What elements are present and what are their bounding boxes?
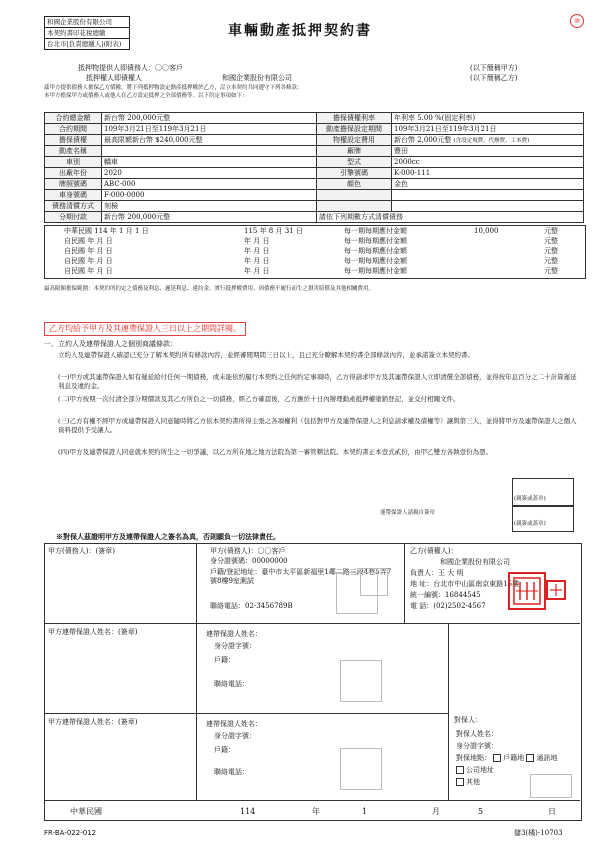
party-b-uniform-no: 統一編號：16844545 [410, 591, 481, 599]
rep-seal-icon [548, 582, 564, 598]
party-a-name: 甲方(債務人)：〇〇客戶 [210, 547, 286, 555]
loan-row-value2 [392, 135, 584, 146]
fee-note: (含設定規費、代辦費、工本費) [453, 137, 530, 144]
year-label: 出廠年份 [45, 168, 102, 179]
witness-place-row2 [456, 766, 494, 775]
party-a-seal-box-small[interactable] [360, 568, 388, 596]
party-a-phone: 聯絡電話：02-3456789B [210, 602, 293, 610]
clause-3: (三)乙方有權不經甲方或連帶保證人同意隨時將乙方依本契約書所得主張之各項權利（包括對甲方及連帶保證人之利息請求權及債權等）讓與第三人，並得將甲方及連帶保證人之個人資料提供予受讓人。 [58, 417, 577, 434]
loan-row-label: 合約期間 [45, 124, 102, 135]
installment-amount: 10,000 [474, 227, 499, 235]
guarantor1-id: 身分證字號： [214, 642, 256, 650]
model-value: 2000cc [392, 157, 584, 168]
date-year: 114 [240, 807, 256, 816]
installment-unit: 元整 [544, 247, 558, 255]
loan-row-label2: 動產擔保設定期間 [317, 124, 392, 135]
tax-note-cell: 本契約書印花稅總繳 [45, 28, 129, 39]
guarantor1-phone: 聯絡電話： [214, 680, 249, 688]
guarantor2-phone: 聯絡電話： [214, 768, 249, 776]
rep-seal-stamp [546, 580, 566, 600]
installment-to: 年 月 日 [244, 247, 270, 255]
witness-place-row3 [456, 778, 480, 787]
model-label: 型式 [317, 157, 392, 168]
witness-name: 對保人姓名： [456, 730, 498, 738]
color-value: 金色 [392, 179, 584, 190]
clause-4: (四)甲方及連帶保證人同意就本契約所生之一切爭議，以乙方所在地之地方法院為第一審管轄法院。本契約書正本壹式貳份，由甲乙雙方各執壹份為憑。 [58, 448, 493, 456]
loan-row [45, 113, 584, 124]
installment-unit: 元整 [544, 227, 558, 235]
installment-unit: 元整 [544, 257, 558, 265]
checkbox-household[interactable] [493, 754, 501, 762]
repay-method-label: 債務清償方式 [45, 201, 102, 212]
installment-from: 自民國 年 月 日 [64, 237, 113, 245]
installment-per: 每一期每期應付金額 [344, 227, 407, 235]
brand-value: 豐田 [392, 146, 584, 157]
installment-from: 自民國 年 月 日 [64, 247, 113, 255]
installment-per: 每一期每期應付金額 [344, 257, 407, 265]
party-a-id: 身分證號碼：00000000 [210, 557, 288, 565]
highest-limit-note: 最高限額擔保範圍：本契約所約定之債務及利息、遲延利息、違約金、實行抵押權費用、因債務不履行而生之損害賠償及其他相關費用。 [44, 286, 375, 292]
installment-from: 自民國 年 月 日 [64, 267, 113, 275]
loan-row-label: 合約總金額 [45, 113, 102, 124]
guarantor1-address: 戶籍： [214, 656, 235, 664]
loan-row-label2: 物權設定費用 [317, 135, 392, 146]
mortgagee-label: 抵押權人即債權人 [86, 74, 142, 82]
installment-to: 年 月 日 [244, 237, 270, 245]
plate-value: ABC-000 [102, 179, 317, 190]
signature-intro: ※對保人茲證明甲方及連帶保證人之簽名為真，否則願負一切法律責任。 [56, 532, 280, 541]
installment-box [44, 225, 586, 279]
company-name-cell: 和國企業股份有限公司 [45, 17, 129, 28]
loan-table [44, 112, 584, 146]
body-value: F-000-0000 [102, 190, 317, 201]
loan-row-value2: 年利率 5.00 %(固定利率) [392, 113, 584, 124]
confirm-sign-note-2: (親簽或蓋章) [514, 521, 546, 527]
loan-row [45, 135, 584, 146]
company-tax-box [44, 16, 130, 50]
installment-from: 自民國 年 月 日 [64, 257, 113, 265]
intro-line4: 本甲方擔保甲方或債務人或他人在乙方設定抵押之全部債務等。以下約定事項如下： [44, 93, 248, 99]
installment-to: 年 月 日 [244, 267, 270, 275]
form-code: FR-BA-022-012 [44, 829, 97, 837]
party-a-address: 戶籍/登記地址：臺中市太平區新福里1鄰二路三段4巷5弄7號8樓9室測試 [210, 568, 392, 585]
witness-title: 對保人： [454, 716, 482, 724]
intro-line1-note: (以下簡稱甲方) [470, 64, 518, 72]
installment-from: 中華民國 114 年 1 月 1 日 [64, 227, 149, 235]
loan-row [45, 124, 584, 135]
guarantor1-seal-box[interactable] [340, 660, 382, 702]
installment-unit: 元整 [544, 237, 558, 245]
installment-header: 請依下列期數方式清償債務 [317, 212, 584, 223]
clause-2: (二)甲方按期一次付清全部分期價款及其乙方所負之一切債務，經乙方確認後，乙方應於十日內辦理動產抵押權塗銷登記，並交付相關文件。 [58, 395, 460, 403]
date-month-unit: 月 [432, 807, 440, 816]
guarantor1-title: 甲方連帶保證人姓名：(簽章) [48, 628, 138, 636]
party-b-address: 地 址：台北市中山區南京東路15樓 [410, 580, 520, 588]
vehicle-name-label: 動產名稱 [45, 146, 102, 157]
intro-line3: 茲甲方提供債務人擔保乙方債權，將下列抵押物設定動產抵押權於乙方，訂立本契約共同遵守下列各條款： [44, 85, 303, 91]
clause-intro: 立約人及連帶保證人確認已充分了解本契約所有條款內容，並經審閱期間三日以上，且已充分瞭解本契約書全部條款內容，並承諾簽立本契約書。 [58, 351, 474, 359]
type-label: 車別 [45, 157, 102, 168]
clauses-title: 一、立約人及連帶保證人之個別商議條款： [44, 340, 177, 348]
repay-method-value: 刻檢 [102, 201, 317, 212]
page-mark: ⑩ [570, 14, 584, 28]
confirm-sign-note-1: (親簽或蓋章) [514, 496, 546, 502]
date-year-unit: 年 [312, 807, 320, 816]
print-code: 儲3(橘)-10703 [514, 829, 563, 837]
loan-row-label2: 擔保債權利率 [317, 113, 392, 124]
opt-company: 公司地址 [466, 766, 494, 774]
clause-1: (一)甲方或其連帶保證人如有遲延給付任何一期債務，或未能依約履行本契約之任何約定事項時，乙方得請求甲方及其連帶保證人立即清償全部債務，並得按年息百分之二十計算遲延利息及違約金。 [58, 373, 577, 390]
mortgagee-name: 和國企業股份有限公司 [222, 74, 292, 82]
guarantor2-title: 甲方連帶保證人姓名：(簽章) [48, 718, 138, 726]
mortgagor-line: 抵押物提供人即債務人：〇〇客戶 [78, 64, 183, 72]
witness-id: 身分證字號： [456, 742, 498, 750]
checkbox-mailing[interactable] [526, 754, 534, 762]
date-era: 中華民國 [70, 807, 102, 816]
plate-label: 牌照號碼 [45, 179, 102, 190]
guarantor1-name: 連帶保證人姓名： [206, 630, 262, 638]
vehicle-name-value [102, 146, 317, 157]
party-b-phone: 電 話：(02)2502-4567 [410, 602, 486, 610]
party-a-title: 甲方(債務人)：(簽章) [48, 547, 115, 555]
installment-amount-value: 新台幣 200,000元整 [102, 212, 317, 223]
intro-line1 [78, 64, 183, 73]
loan-row-value: 109年3月21日至119年3月21日 [102, 124, 317, 135]
engine-label: 引擎號碼 [317, 168, 392, 179]
guarantor2-seal-box[interactable] [340, 748, 382, 790]
party-b-title: 乙方(債權人)： [410, 547, 458, 555]
installment-per: 每一期每期應付金額 [344, 267, 407, 275]
installment-to: 年 月 日 [244, 257, 270, 265]
installment-per: 每一期每期應付金額 [344, 247, 407, 255]
installment-amount-label: 分期付款 [45, 212, 102, 223]
guarantor2-id: 身分證字號： [214, 732, 256, 740]
loan-row-value: 新台幣 200,000元整 [102, 113, 317, 124]
installment-to: 115 年 8 月 31 日 [244, 227, 303, 235]
witness-place-text: 對保地點： [456, 754, 491, 762]
tax-city-cell: 台北市|負責總繳人|(附表) [47, 40, 122, 48]
party-b-company: 和國企業股份有限公司 [440, 558, 510, 566]
witness-place-label [456, 754, 557, 763]
guarantor2-address: 戶籍： [214, 746, 235, 754]
date-month: 1 [362, 807, 368, 816]
witness-seal-box[interactable] [530, 774, 572, 798]
review-period-notice: 乙方均給予甲方及其連帶保證人三日以上之期間詳閱。 [44, 322, 246, 336]
vehicle-table [44, 145, 584, 223]
checkbox-company[interactable] [456, 766, 464, 774]
party-b-rep: 負責人：王 大 明 [410, 569, 464, 577]
checkbox-other[interactable] [456, 778, 464, 786]
color-label: 顏色 [317, 179, 392, 190]
intro-line2-note: (以下簡稱乙方) [470, 74, 518, 82]
opt-other: 其他 [466, 778, 480, 786]
confirm-sign-box-2[interactable] [512, 506, 574, 532]
company-seal-icon [510, 574, 544, 608]
type-value: 轎車 [102, 157, 317, 168]
date-day: 5 [478, 807, 484, 816]
loan-row-value2: 109年3月21日至119年3月21日 [392, 124, 584, 135]
opt-mailing: 通訊地 [536, 754, 558, 762]
opt-household: 戶籍地 [503, 754, 525, 762]
date-day-unit: 日 [548, 807, 556, 816]
year-value: 2020 [102, 168, 317, 179]
document-title: 車輛動產抵押契約書 [228, 23, 372, 39]
company-seal-stamp [508, 572, 546, 610]
fee-value: 新台幣 2,000元整 [394, 135, 452, 144]
engine-value: K-000-111 [392, 168, 584, 179]
body-label: 車身號碼 [45, 190, 102, 201]
installment-per: 每一期每期應付金額 [344, 237, 407, 245]
guarantor2-name: 連帶保證人姓名： [206, 720, 262, 728]
confirm-label: 連帶保證人請親自簽章 [380, 510, 436, 516]
loan-row-value: 最高限額新台幣 $240,000元整 [102, 135, 317, 146]
loan-row-label: 擔保債權 [45, 135, 102, 146]
brand-label: 廠牌 [317, 146, 392, 157]
installment-unit: 元整 [544, 267, 558, 275]
